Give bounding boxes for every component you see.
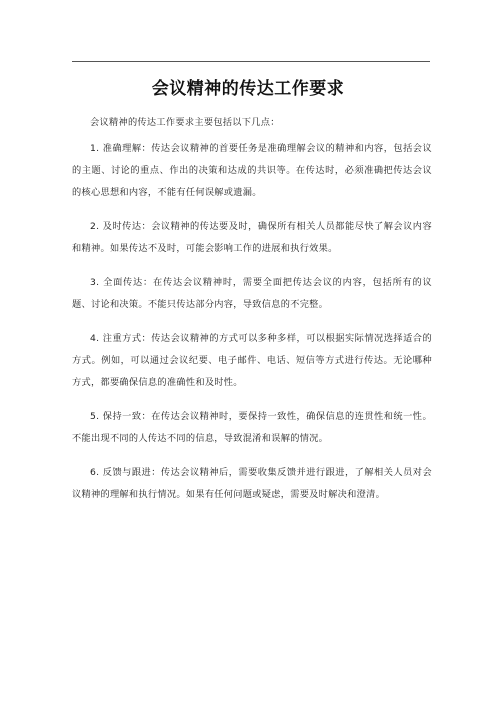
point-paragraph-5: 5. 保持一致：在传达会议精神时，要保持一致性，确保信息的连贯性和统一性。不能出现不同的人传达不同的信息，导致混淆和误解的情况。: [72, 411, 432, 444]
point-paragraph-6: 6. 反馈与跟进：传达会议精神后，需要收集反馈并进行跟进，了解相关人员对会议精神的理解和执行情况。如果有任何问题或疑虑，需要及时解决和澄清。: [72, 467, 432, 500]
point-paragraph-2: 2. 及时传达：会议精神的传达要及时，确保所有相关人员都能尽快了解会议内容和精神。如果传达不及时，可能会影响工作的进展和执行效果。: [72, 221, 432, 254]
header-rule: [72, 61, 430, 62]
document-title: 会议精神的传达工作要求: [151, 79, 345, 99]
point-paragraph-3: 3. 全面传达：在传达会议精神时，需要全面把传达会议的内容，包括所有的议题、讨论和决策。不能只传达部分内容，导致信息的不完整。: [72, 277, 432, 310]
point-paragraph-1: 1. 准确理解：传达会议精神的首要任务是准确理解会议的精神和内容，包括会议的主题、讨论的重点、作出的决策和达成的共识等。在传达时，必须准确把传达会议的核心思想和内容，不能有任何误解或遗漏。: [72, 143, 432, 198]
intro-paragraph: 会议精神的传达工作要求主要包括以下几点：: [90, 117, 280, 128]
document-body: [72, 112, 432, 518]
point-paragraph-4: 4. 注重方式：传达会议精神的方式可以多种多样，可以根据实际情况选择适合的方式。例如，可以通过会议纪要、电子邮件、电话、短信等方式进行传达。无论哪种方式，都要确保信息的准确性和及时性。: [72, 333, 432, 388]
